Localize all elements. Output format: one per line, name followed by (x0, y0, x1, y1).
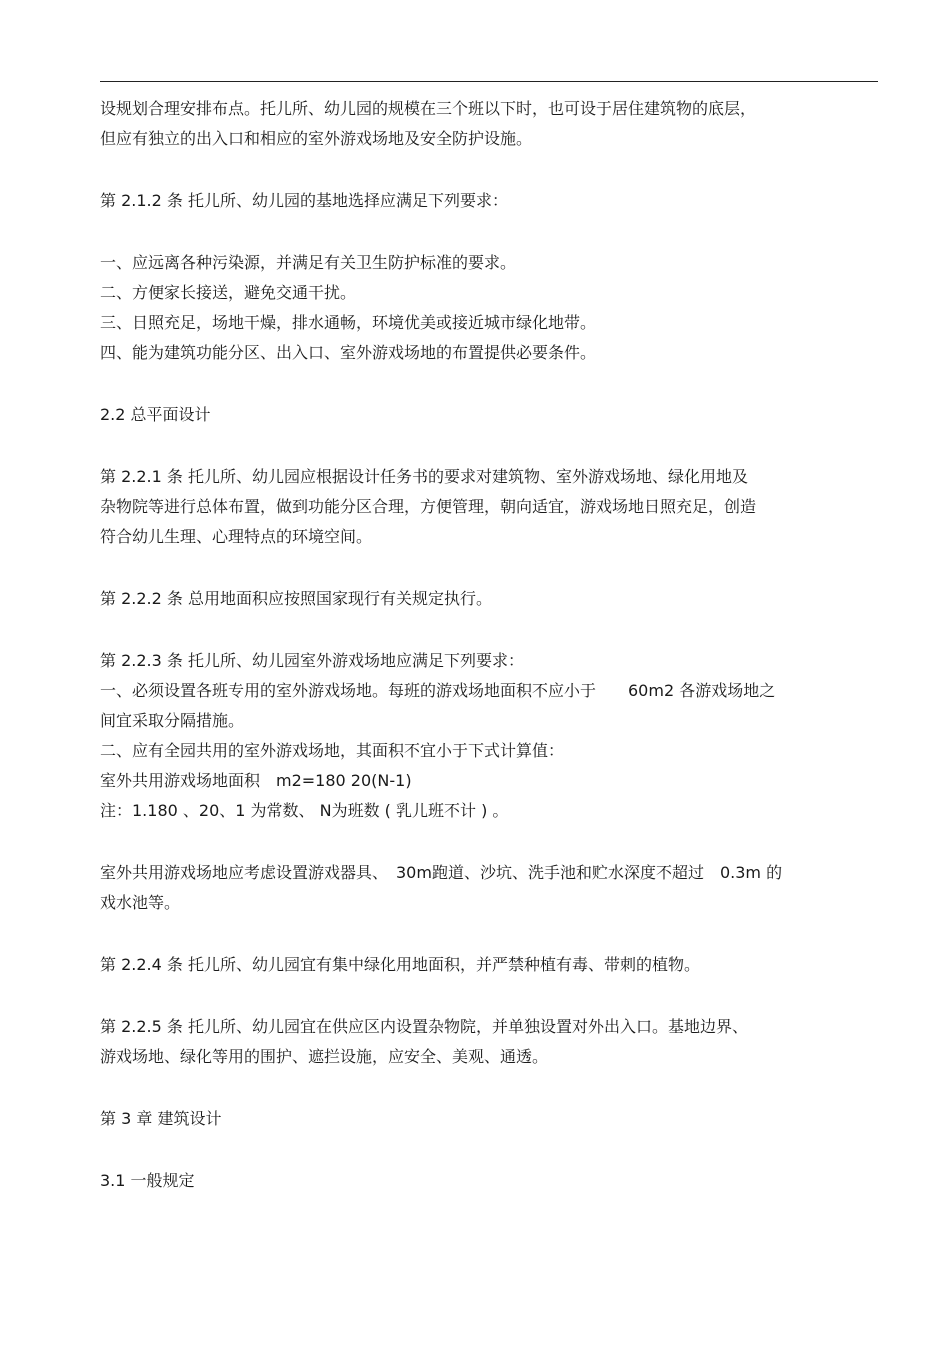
section-heading: 3.1 一般规定 (100, 1171, 195, 1190)
list-item: 二、应有全园共用的室外游戏场地，其面积不宜小于下式计算值： (100, 741, 565, 760)
clause-heading: 第 2.2.5 条 托儿所、幼儿园宜在供应区内设置杂物院，并单独设置对外出入口。基地边界、 (100, 1017, 748, 1036)
document-body (100, 94, 878, 1196)
text-line: 设规划合理安排布点。托儿所、幼儿园的规模在三个班以下时，也可设于居住建筑物的底层， (100, 99, 757, 118)
text-line: 间宜采取分隔措施。 (100, 711, 245, 730)
formula-line: 室外共用游戏场地面积 m2=180 20(N-1) (100, 771, 412, 790)
clause-heading: 第 2.1.2 条 托儿所、幼儿园的基地选择应满足下列要求： (100, 191, 508, 210)
chapter-heading: 第 3 章 建筑设计 (100, 1109, 222, 1128)
section-heading: 2.2 总平面设计 (100, 405, 211, 424)
clause-heading: 第 2.2.3 条 托儿所、幼儿园室外游戏场地应满足下列要求： (100, 651, 524, 670)
clause-heading: 第 2.2.4 条 托儿所、幼儿园宜有集中绿化用地面积，并严禁种植有毒、带刺的植物。 (100, 955, 700, 974)
clause-heading: 第 2.2.1 条 托儿所、幼儿园应根据设计任务书的要求对建筑物、室外游戏场地、绿化用地及 (100, 467, 748, 486)
text-line: 符合幼儿生理、心理特点的环境空间。 (100, 527, 373, 546)
text-line: 戏水池等。 (100, 893, 181, 912)
list-item: 一、应远离各种污染源，并满足有关卫生防护标准的要求。 (100, 253, 517, 272)
text-line: 但应有独立的出入口和相应的室外游戏场地及安全防护设施。 (100, 129, 533, 148)
text-line: 室外共用游戏场地应考虑设置游戏器具、 30m跑道、沙坑、洗手池和贮水深度不超过 0.3m 的 (100, 863, 783, 882)
list-item: 一、必须设置各班专用的室外游戏场地。每班的游戏场地面积不应小于 60m2 各游戏场地之 (100, 681, 776, 700)
text-line: 游戏场地、绿化等用的围护、遮拦设施，应安全、美观、通透。 (100, 1047, 549, 1066)
list-item: 二、方便家长接送，避免交通干扰。 (100, 283, 357, 302)
header-rule (100, 81, 878, 82)
text-line: 杂物院等进行总体布置，做到功能分区合理，方便管理，朝向适宜，游戏场地日照充足，创造 (100, 497, 757, 516)
clause-heading: 第 2.2.2 条 总用地面积应按照国家现行有关规定执行。 (100, 589, 492, 608)
note-line: 注：1.180 、20、1 为常数、 N为班数 ( 乳儿班不计 ) 。 (100, 801, 509, 820)
list-item: 三、日照充足，场地干燥，排水通畅，环境优美或接近城市绿化地带。 (100, 313, 597, 332)
list-item: 四、能为建筑功能分区、出入口、室外游戏场地的布置提供必要条件。 (100, 343, 597, 362)
